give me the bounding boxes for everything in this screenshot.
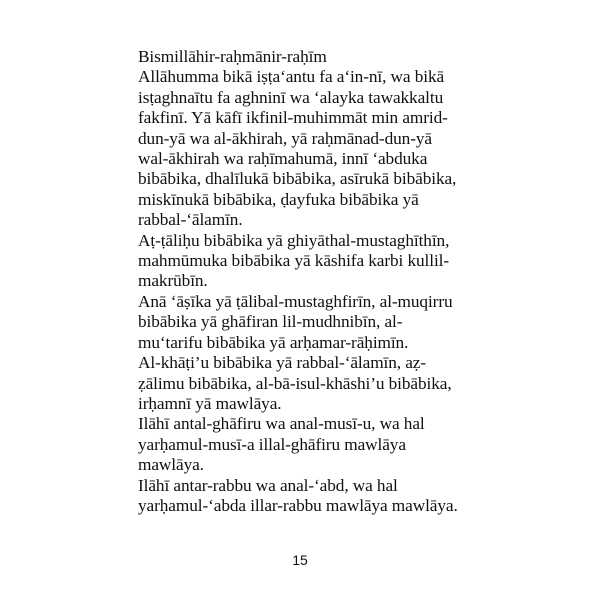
page-number: 15: [292, 552, 308, 568]
text-line: miskīnukā bibābika, ḍayfuka bibābika yā: [138, 189, 419, 209]
text-line: irḥamnī yā mawlāya.: [138, 393, 282, 413]
text-line: makrūbīn.: [138, 271, 208, 291]
text-line: bibābika, dhalīlukā bibābika, asīrukā bibābika,: [138, 169, 457, 189]
prayer-text: [138, 47, 478, 516]
text-line: Allāhumma bikā iṣṭa‘antu fa a‘in-nī, wa bikā: [138, 67, 445, 87]
text-line: yarḥamul-musī-a illal-ghāfiru mawlāya: [138, 434, 406, 454]
text-line: Al-khāṭi’u bibābika yā rabbal-‘ālamīn, aẓ-: [138, 353, 427, 373]
text-line: rabbal-‘ālamīn.: [138, 210, 243, 230]
text-line: mawlāya.: [138, 455, 204, 475]
text-line: yarḥamul-‘abda illar-rabbu mawlāya mawlāya.: [138, 495, 458, 515]
text-line: wal-ākhirah wa raḥīmahumā, innī ‘abduka: [138, 149, 428, 169]
text-line: Aṭ-ṭāliḥu bibābika yā ghiyāthal-mustaghīthīn,: [138, 230, 450, 250]
text-line: dun-yā wa al-ākhirah, yā raḥmānad-dun-yā: [138, 128, 432, 148]
text-line: isṭaghnaītu fa aghninī wa ‘alayka tawakkaltu: [138, 87, 444, 107]
text-line: Ilāhī antal-ghāfiru wa anal-musī-u, wa hal: [138, 414, 425, 434]
text-line: Bismillāhir-raḥmānir-raḥīm: [138, 47, 327, 66]
text-line: bibābika yā ghāfiran lil-mudhnibīn, al-: [138, 312, 403, 332]
text-line: mu‘tarifu bibābika yā arḥamar-rāḥimīn.: [138, 332, 409, 352]
text-line: fakfinī. Yā kāfī ikfinil-muhimmāt min amrid-: [138, 108, 448, 128]
text-line: ẓālimu bibābika, al-bā-isul-khāshi’u bibābika,: [138, 373, 452, 393]
text-line: Ilāhī antar-rabbu wa anal-‘abd, wa hal: [138, 475, 398, 495]
text-line: Anā ‘āṣīka yā ṭālibal-mustaghfirīn, al-muqirru: [138, 291, 453, 311]
text-line: mahmūmuka bibābika yā kāshifa karbi kullil-: [138, 251, 449, 271]
